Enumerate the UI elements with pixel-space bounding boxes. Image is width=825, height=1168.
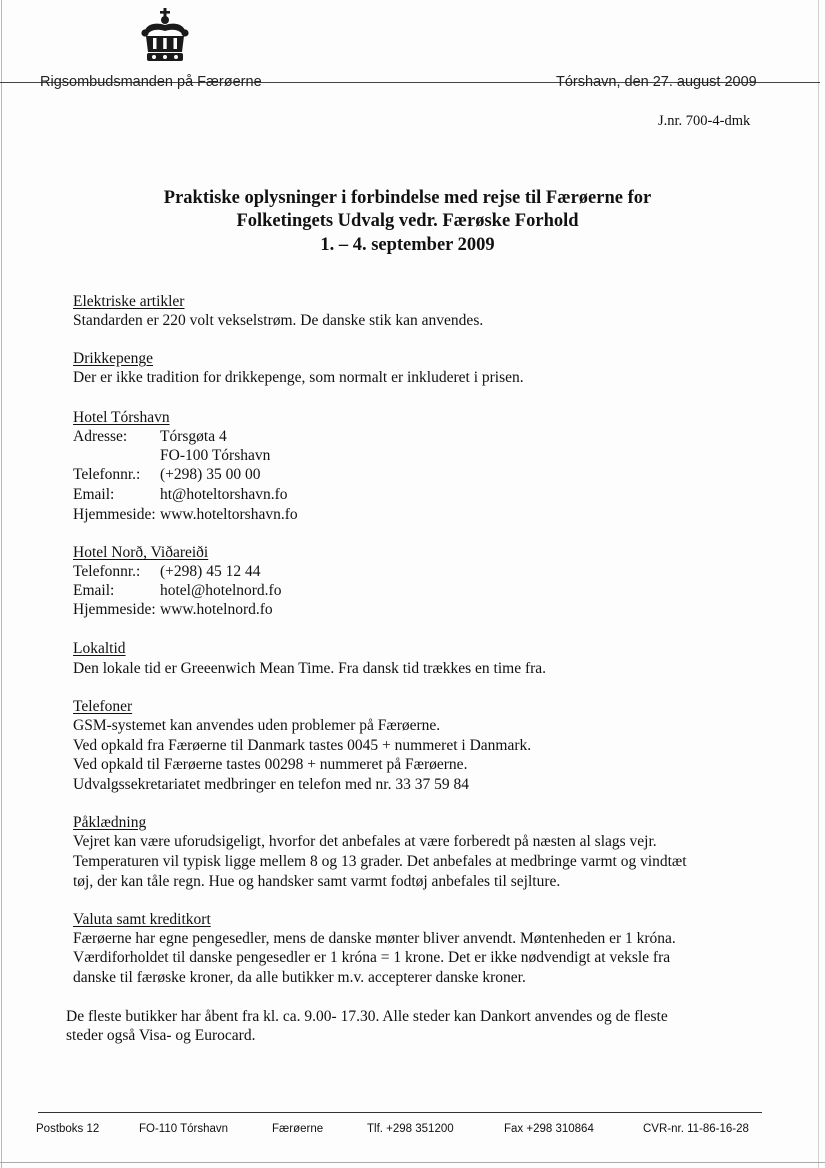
section-line-phones: GSM-systemet kan anvendes uden problemer på Færøerne. [73, 717, 441, 734]
section-text-tips: Der er ikke tradition for drikkepenge, som normalt er inkluderet i prisen. [73, 369, 524, 386]
phone-label: Telefonnr.: [73, 563, 141, 580]
document-title-line-2: Folketingets Udvalg vedr. Færøske Forhold [236, 211, 579, 231]
address-street: Tórsgøta 4 [160, 428, 227, 445]
footer-rule [38, 1112, 762, 1113]
scan-edge [1, 0, 2, 1168]
section-heading-clothing: Påklædning [73, 814, 147, 831]
footer-fax: Fax +298 310864 [504, 1123, 594, 1135]
section-line-clothing: tøj, der kan tåle regn. Hue og handsker samt varmt fodtøj anbefales til sejlture. [73, 873, 561, 890]
section-line-phones: Udvalgssekretariatet medbringer en telefon med nr. 33 37 59 84 [73, 776, 469, 793]
section-heading-local-time: Lokaltid [73, 640, 126, 657]
section-text-electrical: Standarden er 220 volt vekselstrøm. De danske stik kan anvendes. [73, 312, 484, 329]
footer-country: Færøerne [272, 1123, 324, 1135]
document-title-line-1: Praktiske oplysninger i forbindelse med rejse til Færøerne for [163, 188, 652, 208]
journal-number: J.nr. 700-4-dmk [658, 113, 751, 129]
section-heading-hotel-torshavn: Hotel Tórshavn [73, 409, 170, 426]
address-city: FO-100 Tórshavn [160, 447, 271, 464]
web-label: Hjemmeside: [73, 506, 156, 523]
email-label: Email: [73, 582, 115, 599]
footer-phone: Tlf. +298 351200 [367, 1123, 454, 1135]
hotel-nord-phone: (+298) 45 12 44 [160, 563, 261, 580]
hotel-nord-website: www.hotelnord.fo [160, 601, 273, 618]
section-line-phones: Ved opkald til Færøerne tastes 00298 + nummeret på Færøerne. [73, 756, 468, 773]
section-line-currency: danske til færøske kroner, da alle butikker m.v. accepterer danske kroner. [73, 969, 526, 986]
email-label: Email: [73, 486, 115, 503]
phone-label: Telefonnr.: [73, 466, 141, 483]
hotel-torshavn-website: www.hoteltorshavn.fo [160, 506, 298, 523]
section-line-phones: Ved opkald fra Færøerne til Danmark tastes 0045 + nummeret i Danmark. [73, 737, 532, 754]
footer-city: FO-110 Tórshavn [139, 1123, 229, 1135]
section-heading-tips: Drikkepenge [73, 350, 154, 367]
footer-cvr: CVR-nr. 11-86-16-28 [643, 1123, 749, 1135]
section-heading-currency: Valuta samt kreditkort [73, 911, 211, 928]
section-line-shops: De fleste butikker har åbent fra kl. ca. 9.00- 17.30. Alle steder kan Dankort anvendes og de fleste [66, 1008, 668, 1025]
royal-crown-crest-icon [139, 8, 191, 66]
hotel-torshavn-email: ht@hoteltorshavn.fo [160, 486, 288, 503]
document-title-dates: 1. – 4. september 2009 [320, 235, 495, 255]
hotel-nord-email: hotel@hotelnord.fo [160, 582, 282, 599]
scan-edge [0, 1162, 825, 1163]
section-line-clothing: Temperaturen vil typisk ligge mellem 8 og 13 grader. Det anbefales at medbringe varmt og vindtæt [73, 853, 687, 870]
date-line: Tórshavn, den 27. august 2009 [556, 74, 757, 90]
section-heading-phones: Telefoner [73, 698, 133, 715]
section-line-currency: Værdiforholdet til danske pengesedler er 1 króna = 1 krone. Det er ikke nødvendigt at veksle fra [73, 949, 671, 966]
section-heading-hotel-nord: Hotel Norð, Viðareiði [73, 544, 209, 561]
footer-postbox: Postboks 12 [36, 1123, 100, 1135]
office-name: Rigsombudsmanden på Færøerne [40, 74, 262, 90]
section-line-currency: Færøerne har egne pengesedler, mens de danske mønter bliver anvendt. Møntenheden er 1 króna. [73, 930, 676, 947]
section-line-shops: steder også Visa- og Eurocard. [66, 1027, 256, 1044]
web-label: Hjemmeside: [73, 601, 156, 618]
address-label: Adresse: [73, 428, 128, 445]
scan-edge [818, 0, 819, 1168]
section-text-local-time: Den lokale tid er Greeenwich Mean Time. Fra dansk tid trækkes en time fra. [73, 660, 547, 677]
section-line-clothing: Vejret kan være uforudsigeligt, hvorfor det anbefales at være forberedt på næsten al slags vejr. [73, 833, 657, 850]
section-heading-electrical: Elektriske artikler [73, 293, 185, 310]
hotel-torshavn-phone: (+298) 35 00 00 [160, 466, 261, 483]
